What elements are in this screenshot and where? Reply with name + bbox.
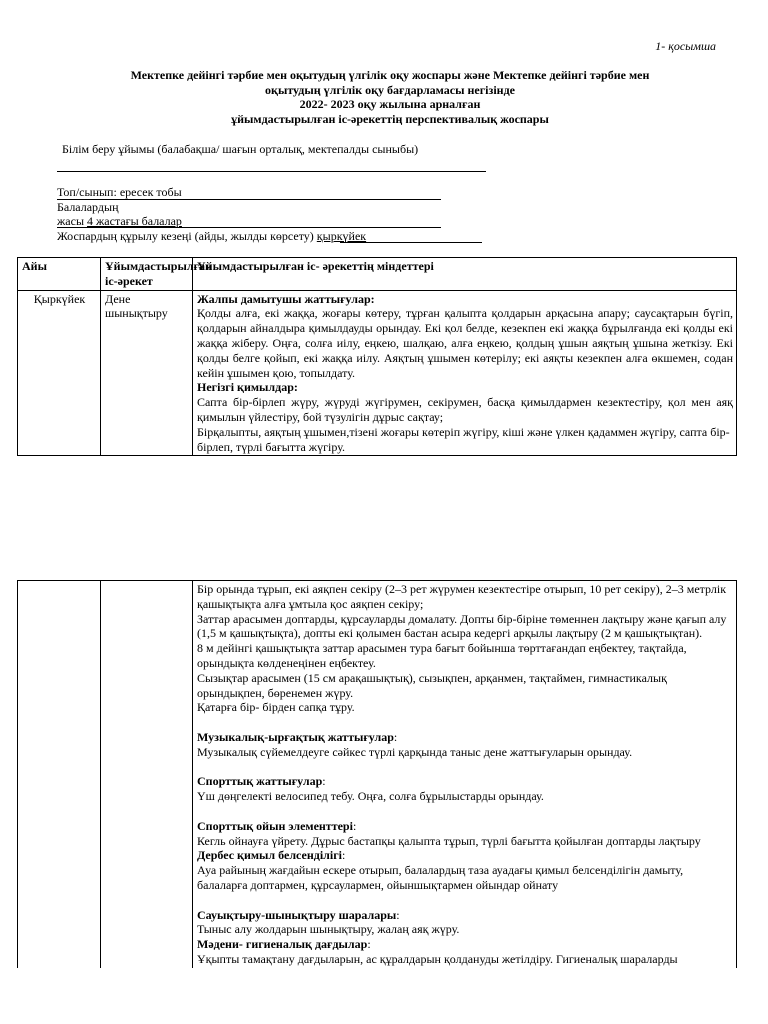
paragraph: Қатарға бір- бірден сапқа тұру. xyxy=(197,700,355,715)
spacer xyxy=(197,715,733,730)
hygiene-section: Мәдени- гигиеналық дағдылар: xyxy=(197,937,371,952)
children-underline xyxy=(57,227,441,228)
health-section: Сауықтыру-шынықтыру шаралары: xyxy=(197,907,400,922)
section-title: Жалпы дамытушы жаттығулар: xyxy=(197,291,375,306)
plan-table-part-2 xyxy=(17,580,737,968)
tasks-cell xyxy=(193,290,737,456)
sport-game-section: Спорттық ойын элементтері: xyxy=(197,818,357,833)
month-cell-empty xyxy=(18,581,101,968)
header-activity: Ұйымдастырылған іс-әрекет xyxy=(101,258,193,291)
section-text: Тыныс алу жолдарын шынықтыру, жалаң аяқ жүру. xyxy=(197,922,460,937)
children-label: Балалардың xyxy=(57,200,119,214)
section-title: Спорттық жаттығулар xyxy=(197,774,323,789)
section-text: Сапта бір-бірлеп жүру, жүруді жүгірумен, секірумен, басқа қимылдармен кезектестіру, қол мен аяқ қимылын үйлестіру, бой түзулігін дұрыс сақтау; xyxy=(197,395,733,424)
period-underline xyxy=(340,242,482,243)
spacer xyxy=(197,893,733,908)
section-text: Кегль ойнауға үйрету. Дұрыс бастапқы қалыпта тұрып, түрлі бағытта қойылған доптарды лақтыру xyxy=(197,833,701,848)
spacer xyxy=(197,760,733,775)
section-title: Спорттық ойын элементтері xyxy=(197,818,353,833)
table-row xyxy=(18,290,737,456)
group-label: Топ/сынып: ересек тобы xyxy=(57,185,182,199)
period-line xyxy=(57,229,366,243)
activity-cell-empty xyxy=(101,581,193,968)
spacer xyxy=(197,804,733,819)
section-text: Музыкалық сүйемелдеуге сәйкес түрлі қарқында таныс дене жаттығуларын орындау. xyxy=(197,744,633,759)
tasks-cell-continued xyxy=(193,581,737,968)
period-label: Жоспардың құрылу кезеңі (айды, жылды көрсету) xyxy=(57,229,317,243)
paragraph: Бір орында тұрып, екі аяқпен секіру (2–3 рет жүрумен кезектестіре отырып, 10 рет секіру), 2–3 метрлік қашықтықта алға ұмтыла қос аяқпен секіру; xyxy=(197,582,727,611)
section-title: Музыкалық-ырғақтық жаттығулар xyxy=(197,729,394,744)
plan-table-part-1 xyxy=(17,257,737,456)
paragraph: 8 м дейінгі қашықтықта заттар арасымен тура бағыт бойынша төрттағандап еңбектеу, тақтайда, орындықта көлденеңінен еңбектеу. xyxy=(197,641,687,670)
section-text: Ауа райының жағдайын ескере отырып, балалардың таза ауадағы қимыл белсенділігін дамыту, балаларға доптармен, құрсаулармен, ойыншықтармен ойындар ойнату xyxy=(197,863,684,892)
section-title: Сауықтыру-шынықтыру шаралары xyxy=(197,907,397,922)
sport-exercise-section: Спорттық жаттығулар: xyxy=(197,774,326,789)
paragraph: Сызықтар арасымен (15 см арақашықтық), сызықпен, арқанмен, тақтаймен, гимнастикалық орындықпен, бөренемен жүру. xyxy=(197,670,667,700)
org-underline xyxy=(57,171,486,172)
document-title xyxy=(60,68,720,126)
org-label: Білім беру ұйымы (балабақша/ шағын орталық, мектепалды сыныбы) xyxy=(62,142,419,156)
children-age-value: 4 жастағы балалар xyxy=(87,214,182,228)
title-line-4: ұйымдастырылған іс-әрекеттің перспективалық жоспары xyxy=(231,111,549,126)
children-age-prefix: жасы xyxy=(57,214,88,228)
table-header-row xyxy=(18,258,737,291)
section-text: Бірқалыпты, аяқтың ұшымен,тізені жоғары көтеріп жүгіру, кіші және үлкен қадаммен жүгіру, сапта бір-бірлеп, түрлі бағытта жүгіру. xyxy=(197,424,730,454)
title-line-1: Мектепке дейінгі тәрбие мен оқытудың үлгілік оқу жоспары және Мектепке дейінгі тәрбие мен xyxy=(130,68,650,82)
activity-cell: Дене шынықтыру xyxy=(101,290,193,456)
section-text: Ұқыпты тамақтану дағдыларын, ас құралдарын қолдануды жетілдіру. Гигиеналық шараларды xyxy=(197,951,678,966)
section-text: Үш дөңгелекті велосипед тебу. Оңға, солға бұрылыстарды орындау. xyxy=(197,789,544,804)
children-age xyxy=(57,214,182,228)
section-text: Қолды алға, екі жаққа, жоғары көтеру, тұрған қалыпта қолдарын арқасына апару; саусақтарын бүгіп, қолдарын айналдыра қимылдауды орындау. Екі қол белде, кезекпен екі жаққа бұрылғанда екі қолды екі жаққа жіберу. Оңға, солға иілу, еңкею, шалқаю, алға еңкею, қолдың ұшын аяқтың ұшына жеткізу. Екі қолды белге қойып, екі жаққа иілу. Аяқтың ұшымен көтерілу; екі аяқты кезекпен алға өкшемен, содан кейін ұшымен қою, топылдату. xyxy=(197,306,733,380)
section-title: Негізгі қимылдар: xyxy=(197,380,298,395)
table-row xyxy=(18,581,737,968)
section-title: Мәдени- гигиеналық дағдылар xyxy=(197,937,368,952)
free-activity-section: Дербес қимыл белсенділігі: xyxy=(197,848,346,863)
header-month: Айы xyxy=(18,258,101,291)
section-title: Дербес қимыл белсенділігі xyxy=(197,848,343,863)
music-section: Музыкалық-ырғақтық жаттығулар: xyxy=(197,729,398,744)
header-tasks: Ұйымдастырылған іс- әрекеттің міндеттері xyxy=(193,258,737,291)
month-cell: Қыркүйек xyxy=(18,290,101,456)
annex-label: 1- қосымша xyxy=(655,39,716,53)
paragraph: Заттар арасымен доптарды, құрсауларды домалату. Допты бір-біріне төменнен лақтыру және қағып алу (1,5 м қашықтықта), допты екі қолымен бастан асыра кедергі арқылы лақтыру (2 м қашықтықтан). xyxy=(197,611,727,641)
title-line-3: 2022- 2023 оқу жылына арналған xyxy=(299,97,481,112)
title-line-2: оқытудың үлгілік оқу бағдарламасы негізінде xyxy=(265,82,515,97)
period-value: қыркүйек xyxy=(316,229,367,243)
